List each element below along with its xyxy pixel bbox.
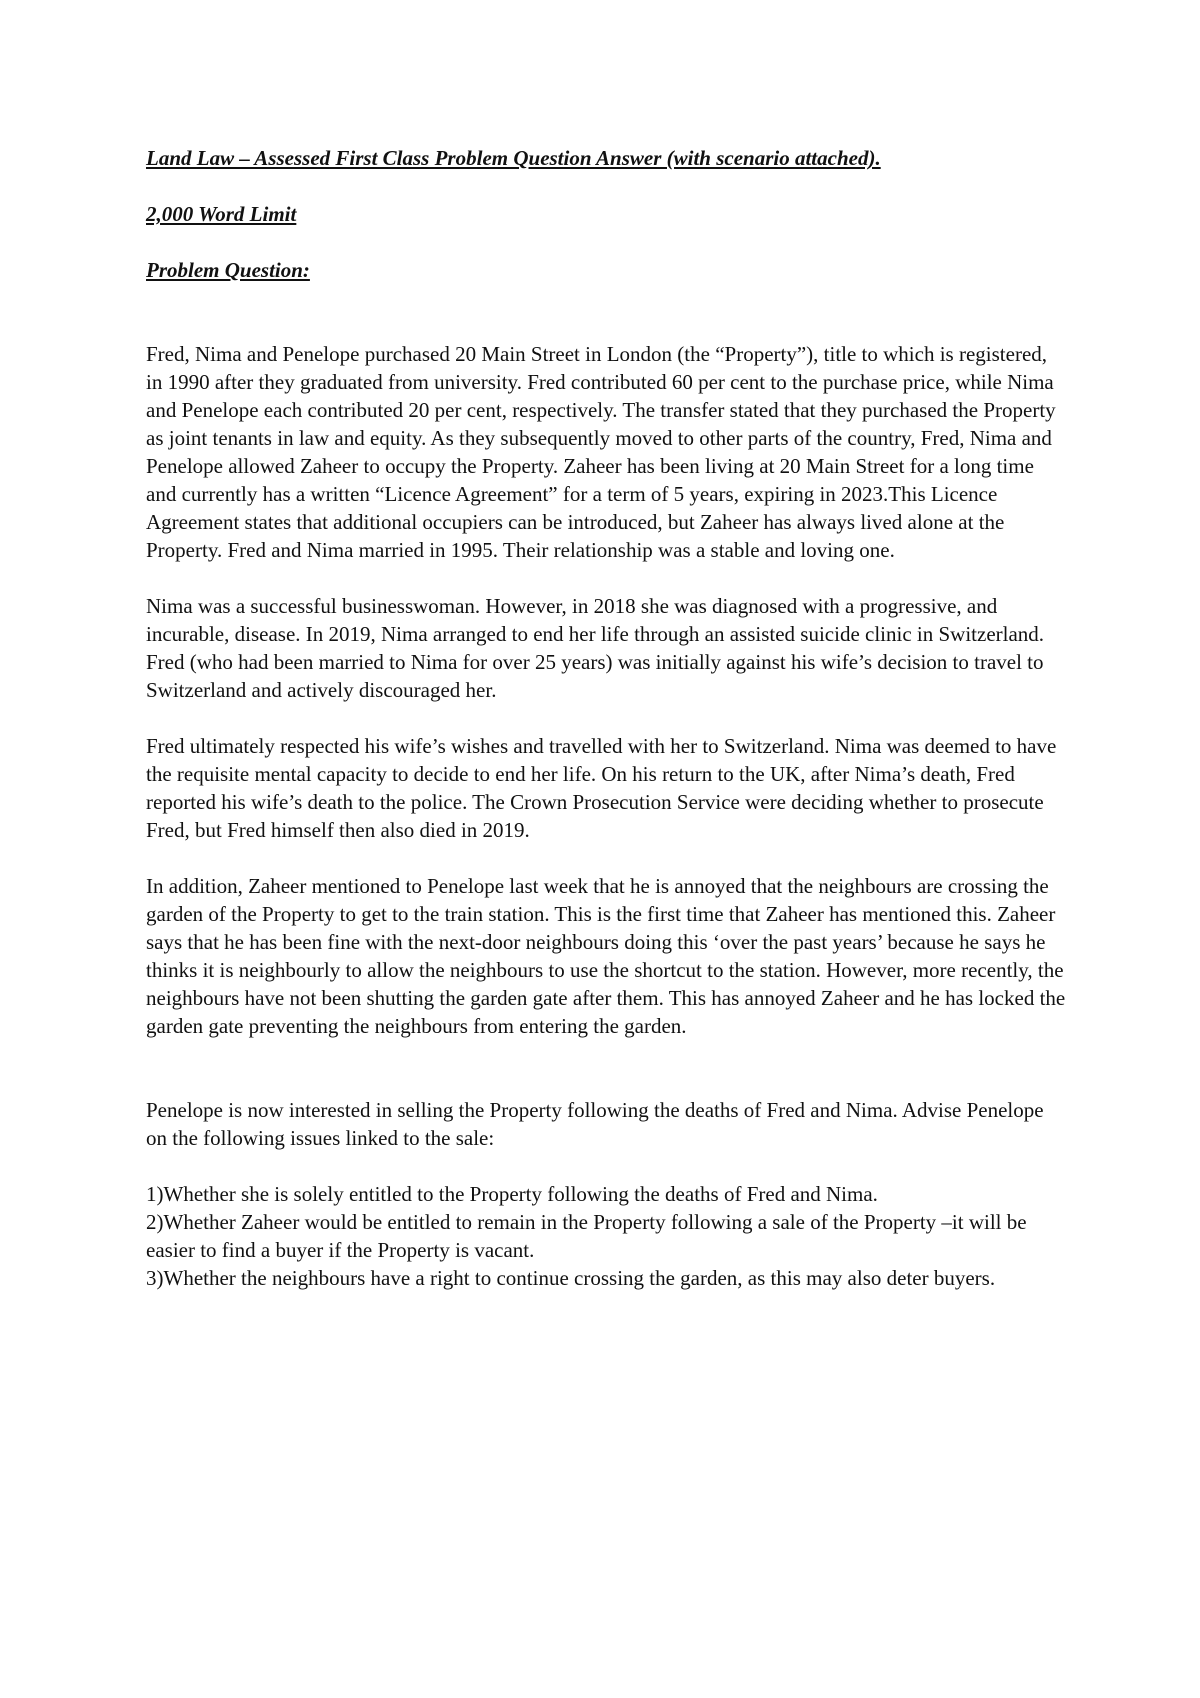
issue-item: 3)Whether the neighbours have a right to continue crossing the garden, as this may also deter buyers. — [146, 1266, 996, 1290]
paragraph-advise-penelope: Penelope is now interested in selling the Property following the deaths of Fred and Nima. Advise Penelope on the following issues linked to the sale: — [146, 1098, 1044, 1150]
document-title: Land Law – Assessed First Class Problem Question Answer (with scenario attached). — [146, 146, 881, 170]
word-limit: 2,000 Word Limit — [146, 202, 297, 226]
paragraph-fred-switzerland: Fred ultimately respected his wife’s wishes and travelled with her to Switzerland. Nima was deemed to have the requisite mental capacity to decide to end her life. On his return to the UK, after Nima’s death, Fred reported his wife’s death to the police. The Crown Prosecution Service were deciding whether to prosecute Fred, but Fred himself then also died in 2019. — [146, 734, 1057, 842]
paragraph-neighbours-garden: In addition, Zaheer mentioned to Penelope last week that he is annoyed that the neighbours are crossing the garden of the Property to get to the train station. This is the first time that Zaheer has mentioned this. Zaheer says that he has been fine with the next-door neighbours doing this ‘over the past years’ because he says he thinks it is neighbourly to allow the neighbours to use the shortcut to the station. However, more recently, the neighbours have not been shutting the garden gate after them. This has annoyed Zaheer and he has locked the garden gate preventing the neighbours from entering the garden. — [146, 874, 1066, 1038]
paragraph-property-purchase: Fred, Nima and Penelope purchased 20 Main Street in London (the “Property”), title to which is registered, in 1990 after they graduated from university. Fred contributed 60 per cent to the purchase price, while Nima and Penelope each contributed 20 per cent, respectively. The transfer stated that they purchased the Property as joint tenants in law and equity. As they subsequently moved to other parts of the country, Fred, Nima and Penelope allowed Zaheer to occupy the Property. Zaheer has been living at 20 Main Street for a long time and currently has a written “Licence Agreement” for a term of 5 years, expiring in 2023.This Licence Agreement states that additional occupiers can be introduced, but Zaheer has always lived alone at the Property. Fred and Nima married in 1995. Their relationship was a stable and loving one. — [146, 342, 1056, 562]
issue-item: 2)Whether Zaheer would be entitled to remain in the Property following a sale of the Property –it will be easier to find a buyer if the Property is vacant. — [146, 1210, 1027, 1262]
document-body — [146, 144, 1068, 1292]
paragraph-nima-diagnosis: Nima was a successful businesswoman. However, in 2018 she was diagnosed with a progressive, and incurable, disease. In 2019, Nima arranged to end her life through an assisted suicide clinic in Switzerland. Fred (who had been married to Nima for over 25 years) was initially against his wife’s decision to travel to Switzerland and actively discouraged her. — [146, 594, 1045, 702]
issues-list — [146, 1180, 1068, 1292]
issue-item: 1)Whether she is solely entitled to the Property following the deaths of Fred and Nima. — [146, 1182, 878, 1206]
section-heading: Problem Question: — [146, 258, 310, 282]
